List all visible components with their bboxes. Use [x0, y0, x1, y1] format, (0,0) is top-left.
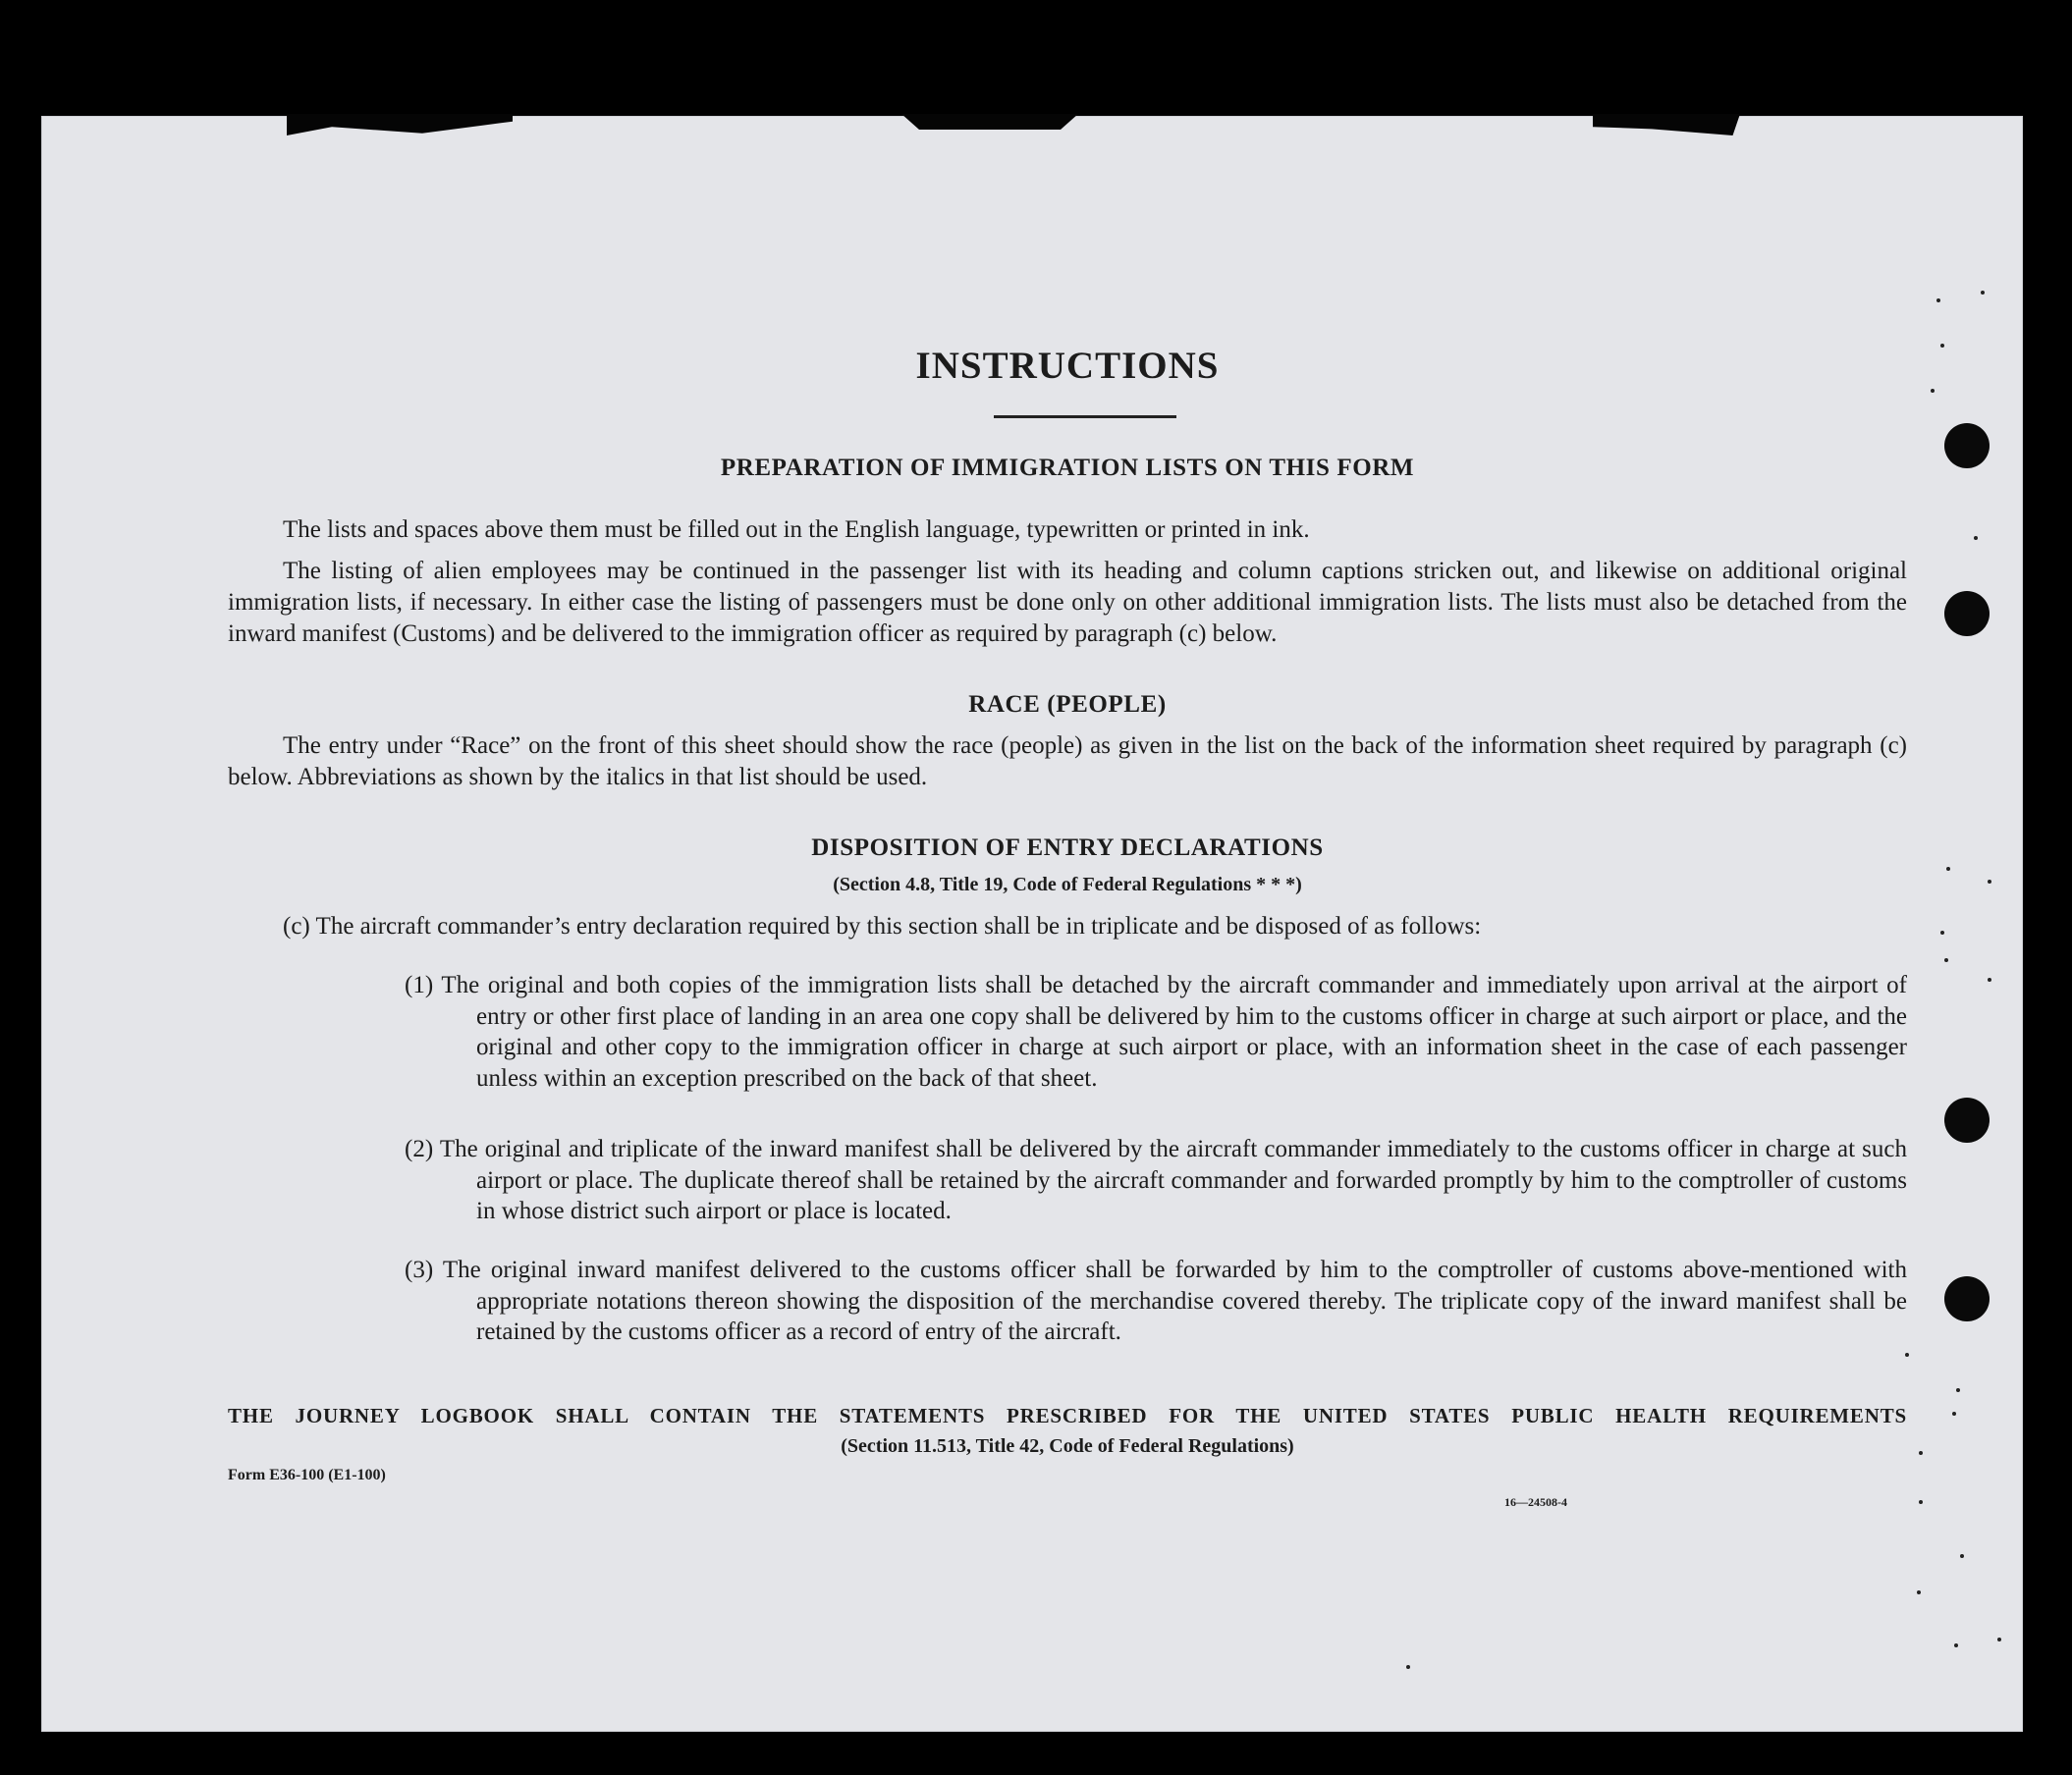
page-title: INSTRUCTIONS	[915, 345, 1220, 387]
list-item: (1) The original and both copies of the immigration lists shall be detached by the aircraft commander and immediately upon arrival at the airport of entry or other first place of landing in an area one copy shall be delivered by him to the customs officer in charge at such airport or place, and the original and other copy to the immigration officer in charge at such airport or place, with an information sheet in the case of each passenger unless within an exception prescribed on the back of that sheet.	[405, 972, 1907, 1092]
section-subheading-regulation: (Section 4.8, Title 19, Code of Federal Regulations * * *)	[833, 874, 1302, 895]
speck	[1960, 1554, 1964, 1558]
paragraph-alien-employees: The listing of alien employees may be continued in the passenger list with its heading and column captions stricken out, and likewise on additional original immigration lists, if necessary. In either case the listing of passengers must be done only on other additional immigration lists. The lists must also be detached from the inward manifest (Customs) and be delivered to the immigration officer as required by paragraph (c) below.	[228, 558, 1907, 647]
speck	[1940, 931, 1944, 935]
form-number: Form E36-100 (E1-100)	[228, 1467, 386, 1483]
punch-hole	[1944, 591, 1990, 636]
speck	[1936, 298, 1940, 302]
speck	[1956, 1388, 1960, 1392]
speck	[1997, 1638, 2001, 1641]
section-heading-race: RACE (PEOPLE)	[968, 691, 1167, 718]
paragraph-race: The entry under “Race” on the front of this sheet should show the race (people) as given in the list on the back of the information sheet required by paragraph (c) below. Abbreviations as shown by the italics in that list should be used.	[228, 732, 1907, 790]
list-item: (3) The original inward manifest delivered to the customs officer shall be forwarded by him to the comptroller of customs above-mentioned with appropriate notations thereon showing the disposition of the merchandise covered thereby. The triplicate copy of the inward manifest shall be retained by the customs officer as a record of entry of the aircraft.	[405, 1257, 1907, 1345]
punch-hole	[1944, 423, 1990, 468]
title-rule	[994, 415, 1176, 418]
speck	[1952, 1412, 1956, 1416]
document-body	[228, 116, 1907, 1732]
speck	[1940, 344, 1944, 348]
speck	[1919, 1451, 1923, 1455]
paragraph-c-intro: (c) The aircraft commander’s entry declaration required by this section shall be in triplicate and be disposed of as follows:	[283, 913, 1482, 940]
document-sheet	[41, 116, 2023, 1732]
punch-hole	[1944, 1098, 1990, 1143]
print-code: 16—24508-4	[1504, 1495, 1567, 1509]
speck	[1988, 880, 1991, 884]
speck	[1917, 1590, 1921, 1594]
section-heading-disposition: DISPOSITION OF ENTRY DECLARATIONS	[811, 834, 1324, 861]
punch-hole	[1944, 1276, 1990, 1321]
paragraph-language: The lists and spaces above them must be filled out in the English language, typewritten or printed in ink.	[283, 516, 1310, 543]
health-requirements-notice: THE JOURNEY LOGBOOK SHALL CONTAIN THE STATEMENTS PRESCRIBED FOR THE UNITED STATES PUBLIC HEALTH REQUIREMENTS	[228, 1404, 1907, 1427]
speck	[1954, 1643, 1958, 1647]
speck	[1988, 978, 1991, 982]
speck	[1919, 1500, 1923, 1504]
list-item: (2) The original and triplicate of the inward manifest shall be delivered by the aircraft commander immediately to the customs officer in charge at such airport or place. The duplicate thereof shall be retained by the aircraft commander and forwarded promptly by him to the comptroller of customs in whose district such airport or place is located.	[405, 1136, 1907, 1224]
speck	[1946, 867, 1950, 871]
section-heading-preparation: PREPARATION OF IMMIGRATION LISTS ON THIS FORM	[720, 455, 1415, 481]
speck	[1944, 958, 1948, 962]
speck	[1974, 536, 1978, 540]
speck	[1981, 291, 1985, 295]
health-requirements-reference: (Section 11.513, Title 42, Code of Federal Regulations)	[841, 1435, 1294, 1457]
speck	[1931, 389, 1935, 393]
